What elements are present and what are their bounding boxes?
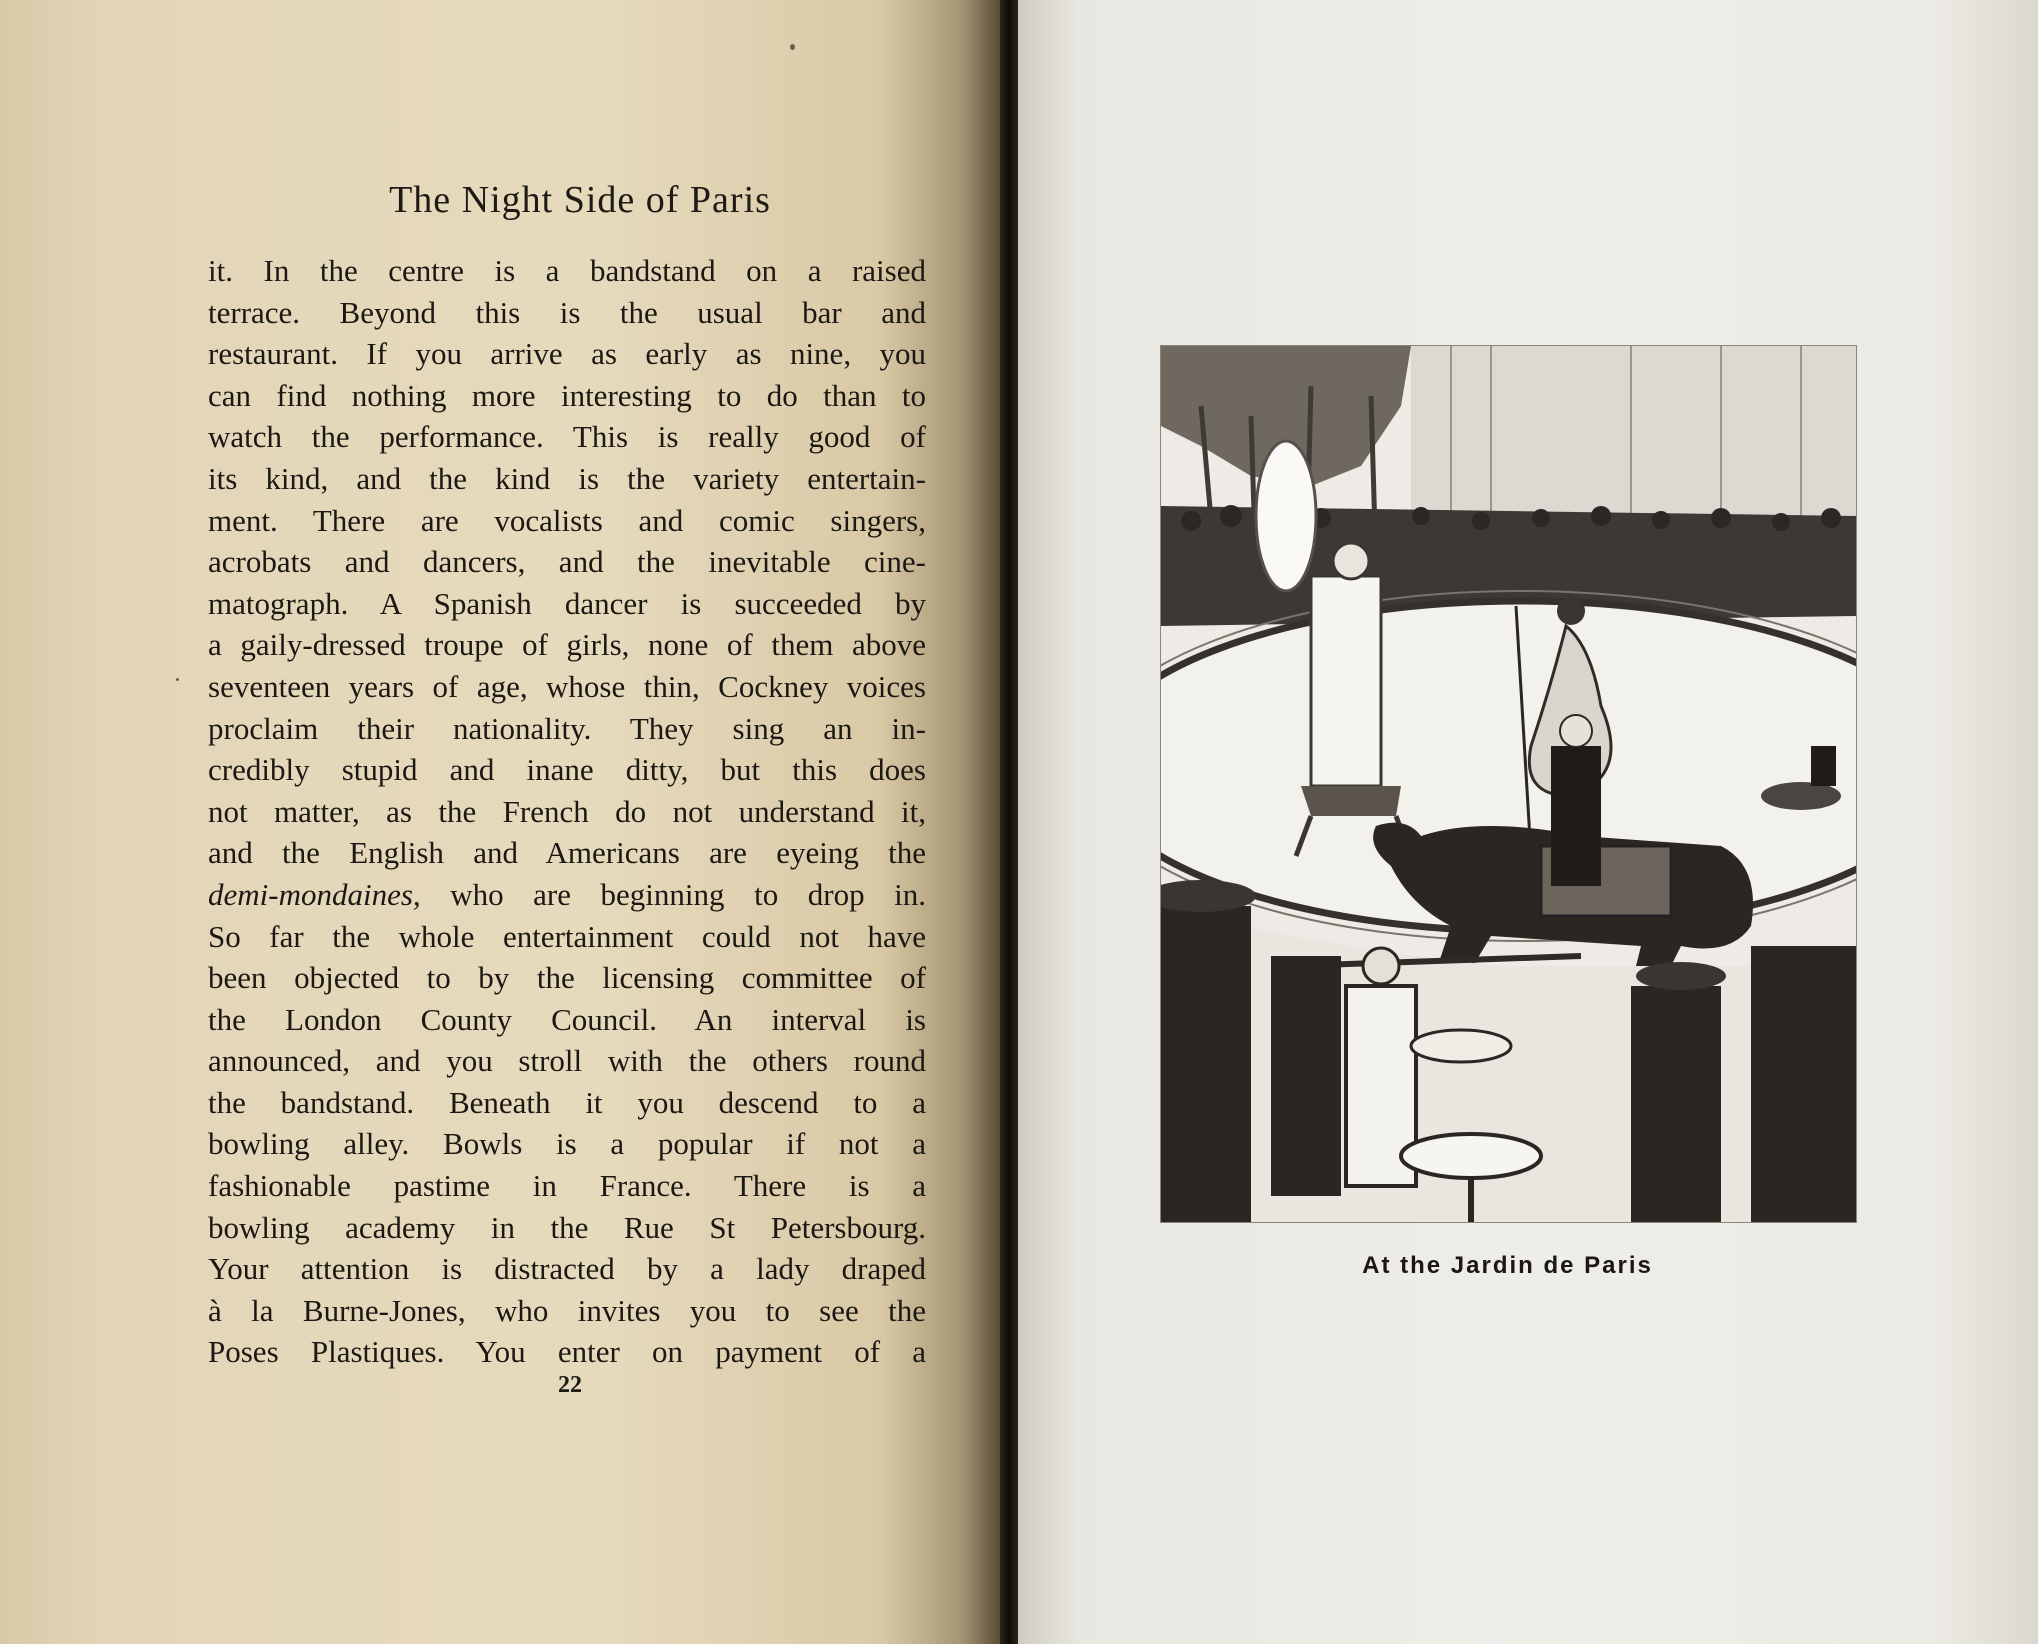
text-line: proclaim their nationality. They sing an in- <box>208 710 926 746</box>
paper-speck <box>176 678 179 681</box>
plate-caption: At the Jardin de Paris <box>1362 1252 1653 1279</box>
text-line: it. In the centre is a bandstand on a raised <box>208 253 926 288</box>
text-line: a gaily-dressed troupe of girls, none of them above <box>208 627 926 663</box>
text-line: restaurant. If you arrive as early as nine, you <box>208 336 926 372</box>
text-line: Poses Plastiques. You enter on payment of a <box>208 1334 926 1370</box>
text-line: not matter, as the French do not understand it, <box>208 793 926 829</box>
running-head: The Night Side of Paris <box>389 179 771 221</box>
text-line-rest: who are beginning to drop in. <box>420 876 926 912</box>
text-line: bowling alley. Bowls is a popular if not a <box>208 1126 926 1162</box>
text-line: been objected to by the licensing committee of <box>208 960 926 996</box>
text-line: So far the whole entertainment could not have <box>208 918 926 954</box>
text-line: the London County Council. An interval is <box>208 1001 926 1037</box>
text-line: Your attention is distracted by a lady draped <box>208 1251 926 1287</box>
page-number: 22 <box>558 1372 582 1398</box>
text-line: fashionable pastime in France. There is a <box>208 1168 926 1204</box>
paper-speck <box>790 44 795 50</box>
text-line: matograph. A Spanish dancer is succeeded by <box>208 585 926 621</box>
book-gutter <box>1000 0 1018 1644</box>
text-line: ment. There are vocalists and comic singers, <box>208 502 926 538</box>
text-line-italic <box>208 874 926 916</box>
text-line: announced, and you stroll with the others round <box>208 1043 926 1079</box>
text-line: bowling academy in the Rue St Petersbourg. <box>208 1209 926 1245</box>
text-line: its kind, and the kind is the variety entertain- <box>208 460 926 496</box>
text-line: à la Burne-Jones, who invites you to see the <box>208 1292 926 1328</box>
text-line: can find nothing more interesting to do than to <box>208 377 926 413</box>
circus-sketch-illustration <box>1161 346 1856 1222</box>
text-line: the bandstand. Beneath it you descend to a <box>208 1084 926 1120</box>
text-line: seventeen years of age, whose thin, Cockney voices <box>208 668 926 704</box>
body-text <box>208 250 926 1373</box>
illustration-plate <box>1160 345 1857 1223</box>
text-line: watch the performance. This is really good of <box>208 419 926 455</box>
text-line: terrace. Beyond this is the usual bar and <box>208 294 926 330</box>
text-line: and the English and Americans are eyeing the <box>208 835 926 871</box>
italic-phrase: demi-mondaines, <box>208 876 421 912</box>
text-line: credibly stupid and inane ditty, but this does <box>208 752 926 788</box>
text-line: acrobats and dancers, and the inevitable cine- <box>208 544 926 580</box>
